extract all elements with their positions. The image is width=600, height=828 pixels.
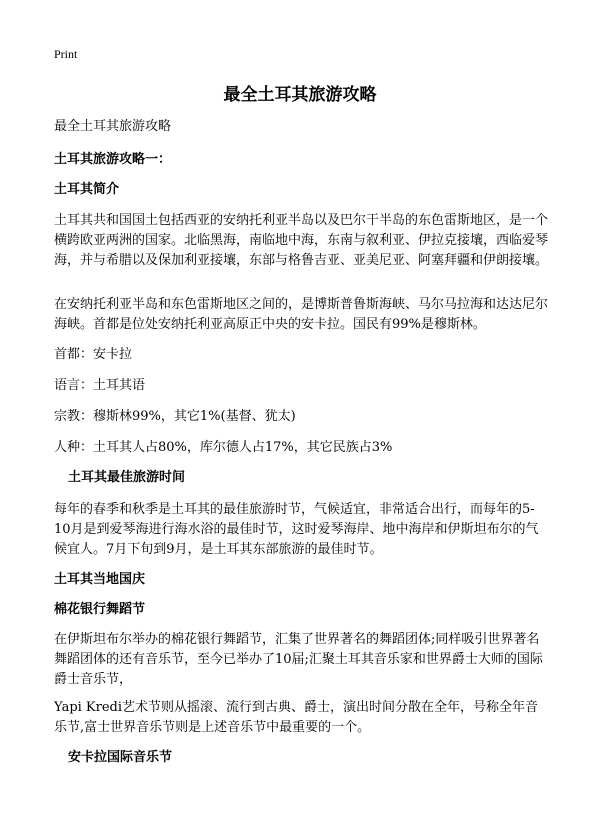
cotton-heading: 棉花银行舞蹈节 <box>54 602 146 617</box>
best-time-paragraph: 每年的春季和秋季是土耳其的最佳旅游时节，气候适宜，非常适合出行，而每年的5-10月是到爱琴海进行海水浴的最佳时节，这时爱琴海岸、地中海岸和伊斯坦布尔的气候宜人。7月下旬到9月，是土耳其东部旅游的最佳时节。 <box>54 502 539 557</box>
subtitle: 最全土耳其旅游攻略 <box>54 119 172 134</box>
intro-paragraph-2: 在安纳托利亚半岛和东色雷斯地区之间的，是博斯普鲁斯海峡、马尔马拉海和达达尼尔海峡。首都是位处安纳托利亚高原正中央的安卡拉。国民有99%是穆斯林。 <box>54 297 549 332</box>
religion-line: 宗教：穆斯林99%，其它1%(基督、犹太) <box>54 409 296 424</box>
page-title: 最全土耳其旅游攻略 <box>223 85 377 105</box>
capital-line: 首都：安卡拉 <box>54 347 133 362</box>
language-line: 语言：土耳其语 <box>54 378 146 393</box>
best-time-heading: 土耳其最佳旅游时间 <box>68 470 186 485</box>
festivals-heading: 土耳其当地国庆 <box>54 572 146 587</box>
cotton-paragraph: 在伊斯坦布尔举办的棉花银行舞蹈节，汇集了世界著名的舞蹈团体;同样吸引世界著名舞蹈团体的还有音乐节，至今已举办了10届;汇聚土耳其音乐家和世界爵士大师的国际爵士音乐节， <box>54 632 543 687</box>
ethnicity-line: 人种：土耳其人占80%，库尔德人占17%，其它民族占3% <box>54 440 393 455</box>
yapi-paragraph: Yapi Kredi艺术节则从摇滚、流行到古典、爵士，演出时间分散在全年，号称全年音乐节,富士世界音乐节则是上述音乐节中最重要的一个。 <box>54 700 539 735</box>
intro-heading: 土耳其简介 <box>54 182 120 197</box>
print-label[interactable]: Print <box>54 47 78 61</box>
section1-heading: 土耳其旅游攻略一： <box>54 152 172 167</box>
ankara-heading: 安卡拉国际音乐节 <box>68 750 173 765</box>
intro-paragraph-1: 土耳其共和国国土包括西亚的安纳托利亚半岛以及巴尔干半岛的东色雷斯地区，是一个横跨欧亚两洲的国家。北临黑海，南临地中海，东南与叙利亚、伊拉克接壤，西临爱琴海，并与希腊以及保加利亚接壤，东部与格鲁吉亚、亚美尼亚、阿塞拜疆和伊朗接壤。 <box>54 213 549 268</box>
